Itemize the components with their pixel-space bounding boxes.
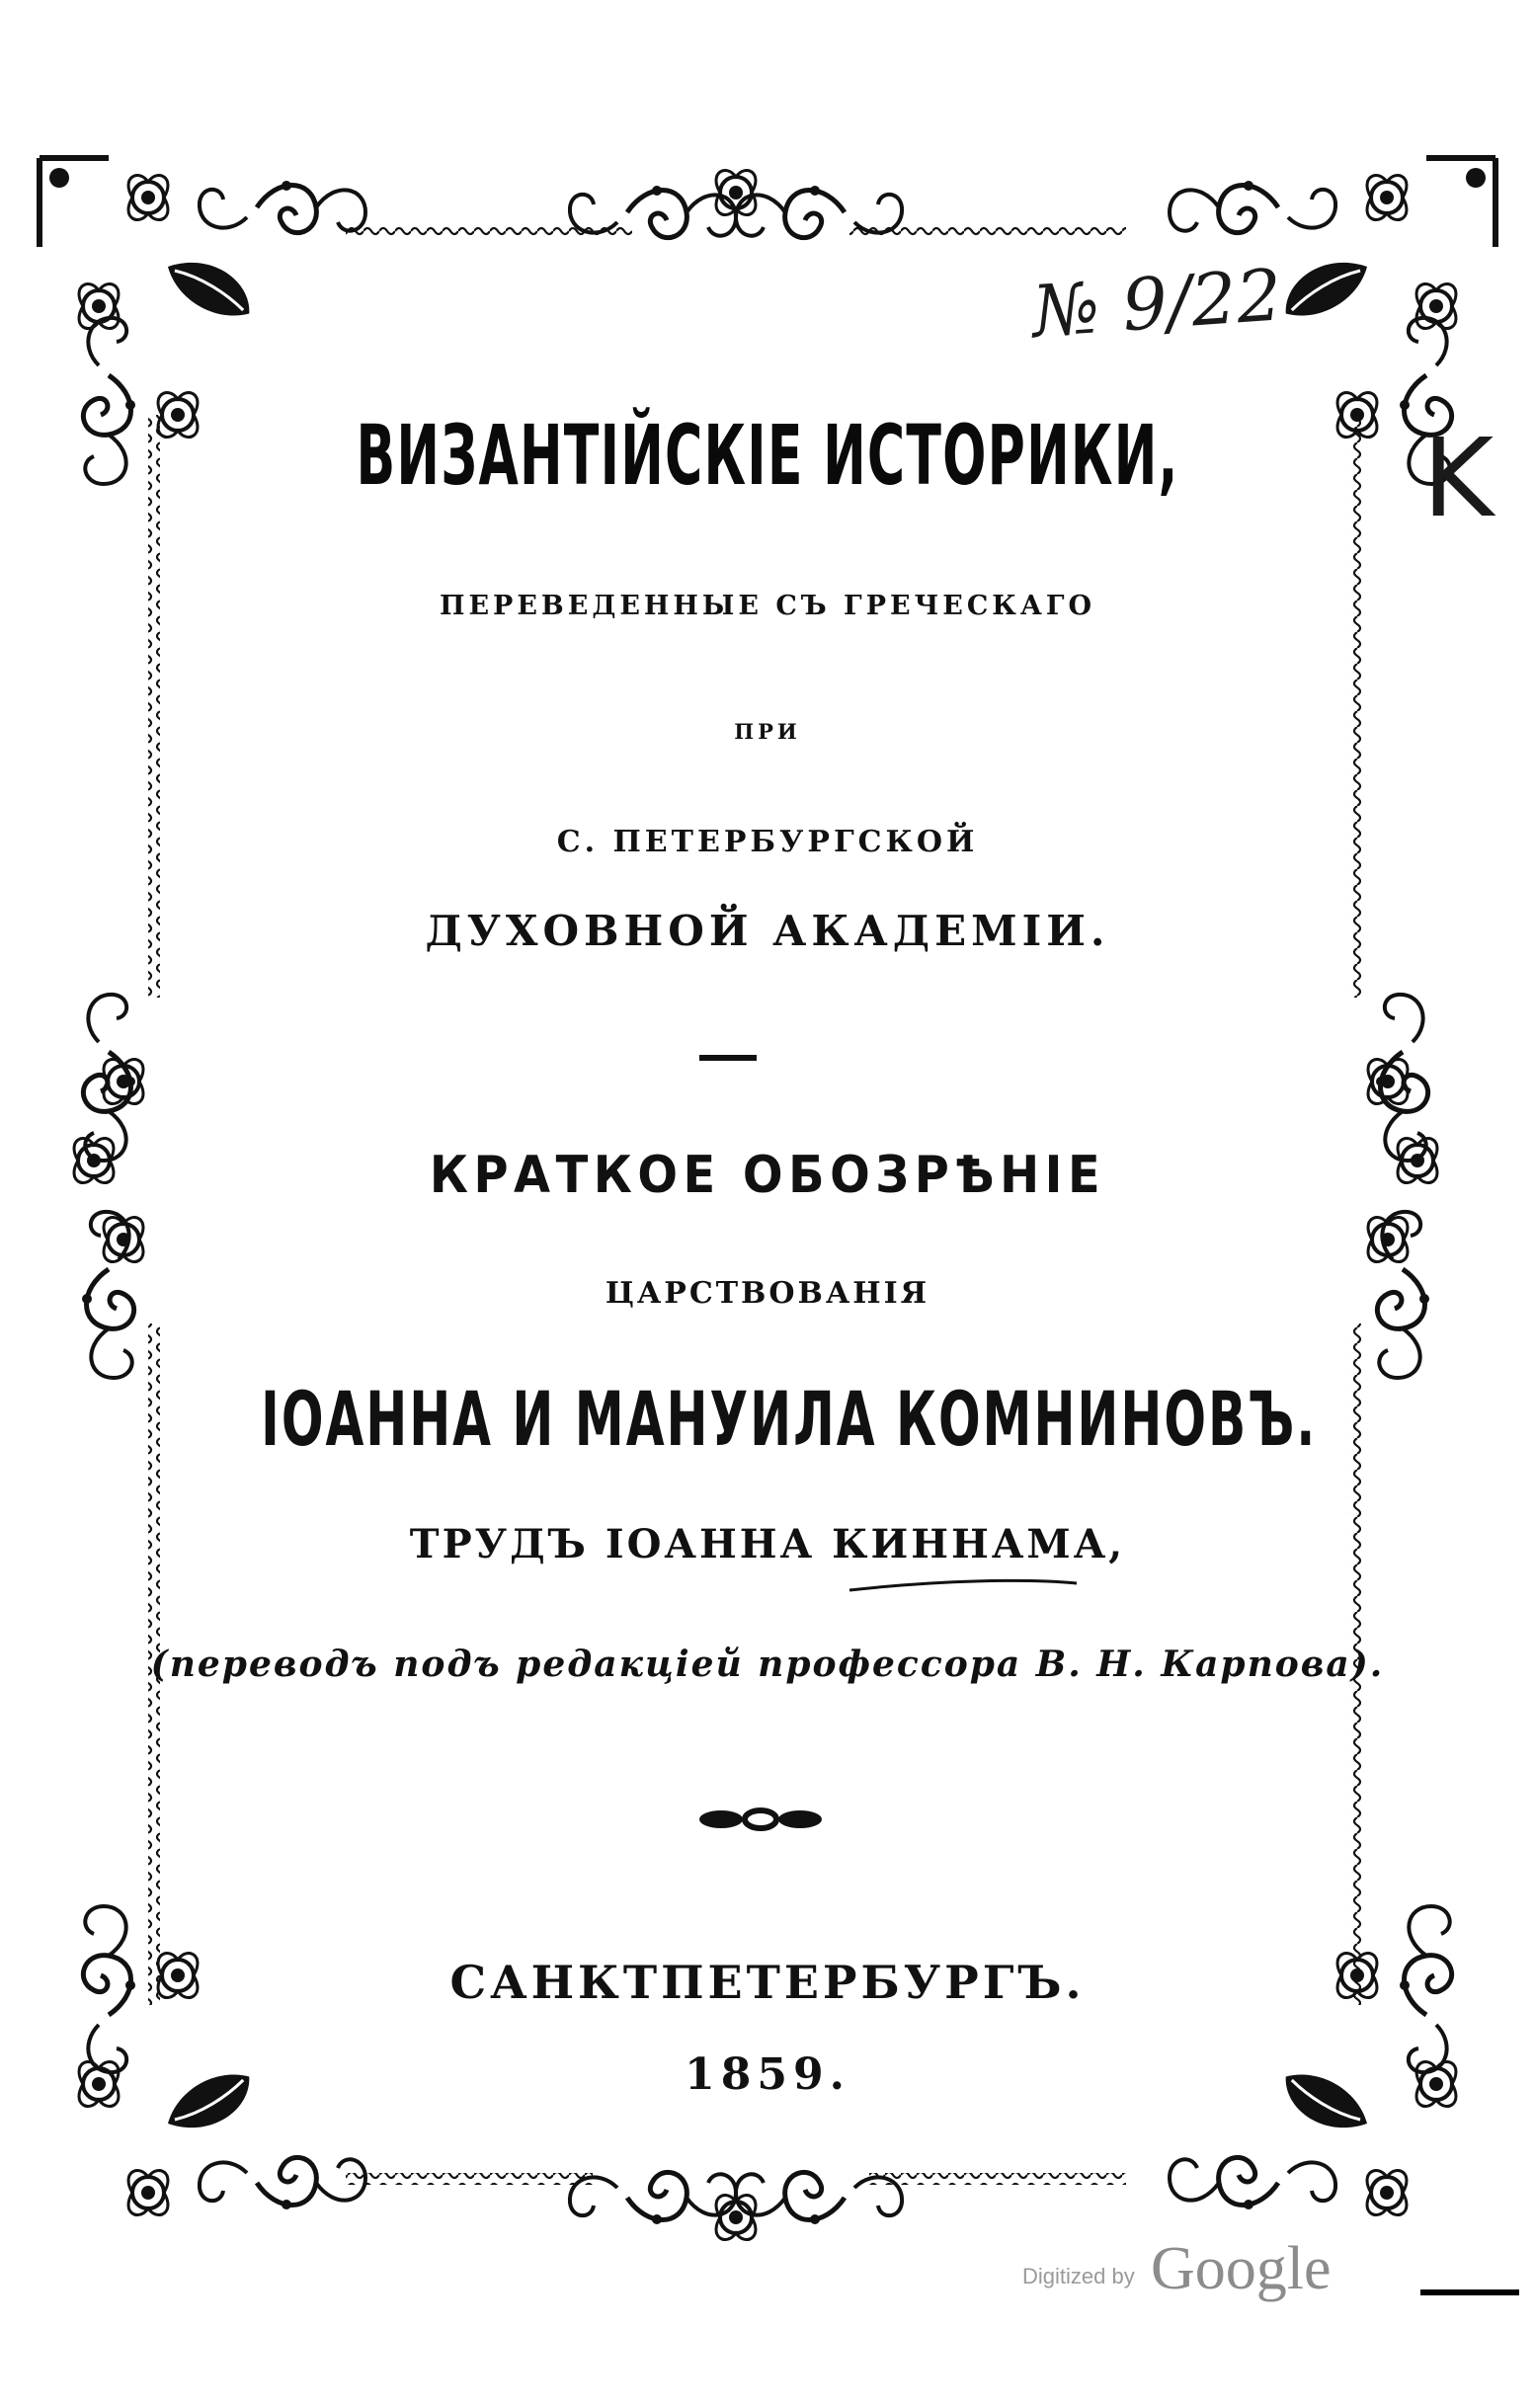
divider-ornament: [699, 1810, 822, 1828]
scan-edge-bar: [1420, 2289, 1519, 2295]
handwritten-shelfmark: № 9/22: [1029, 253, 1285, 354]
google-watermark: Google: [1151, 2235, 1332, 2302]
publication-year: 1859.: [685, 2049, 850, 2100]
publication-city: САНКТПЕТЕРБУРГЪ.: [449, 1956, 1086, 2009]
handwritten-letter: K: [1422, 415, 1495, 541]
review-heading: КРАТКОЕ ОБОЗРѢНІЕ: [429, 1146, 1106, 1205]
book-title: ВИЗАНТІЙСКІЕ ИСТОРИКИ,: [356, 407, 1179, 504]
translation-note: (переводъ подъ редакціей профессора В. Н. Карпова).: [150, 1644, 1385, 1685]
emperors-line: ІОАННА И МАНУИЛА КОМНИНОВЪ.: [261, 1375, 1318, 1463]
spb-line: С. ПЕТЕРБУРГСКОЙ: [556, 825, 979, 859]
divider-dash: [699, 1055, 757, 1061]
academy-line: ДУХОВНОЙ АКАДЕМІИ.: [425, 907, 1110, 955]
reign-line: ЦАРСТВОВАНІЯ: [605, 1276, 930, 1311]
preposition-line: ПРИ: [734, 719, 801, 744]
author-line: ТРУДЪ ІОАННА КИННАМА,: [409, 1521, 1126, 1567]
digitized-label: Digitized by: [1022, 2264, 1135, 2288]
subtitle: ПЕРЕВЕДЕННЫЕ СЪ ГРЕЧЕСКАГО: [439, 591, 1096, 621]
